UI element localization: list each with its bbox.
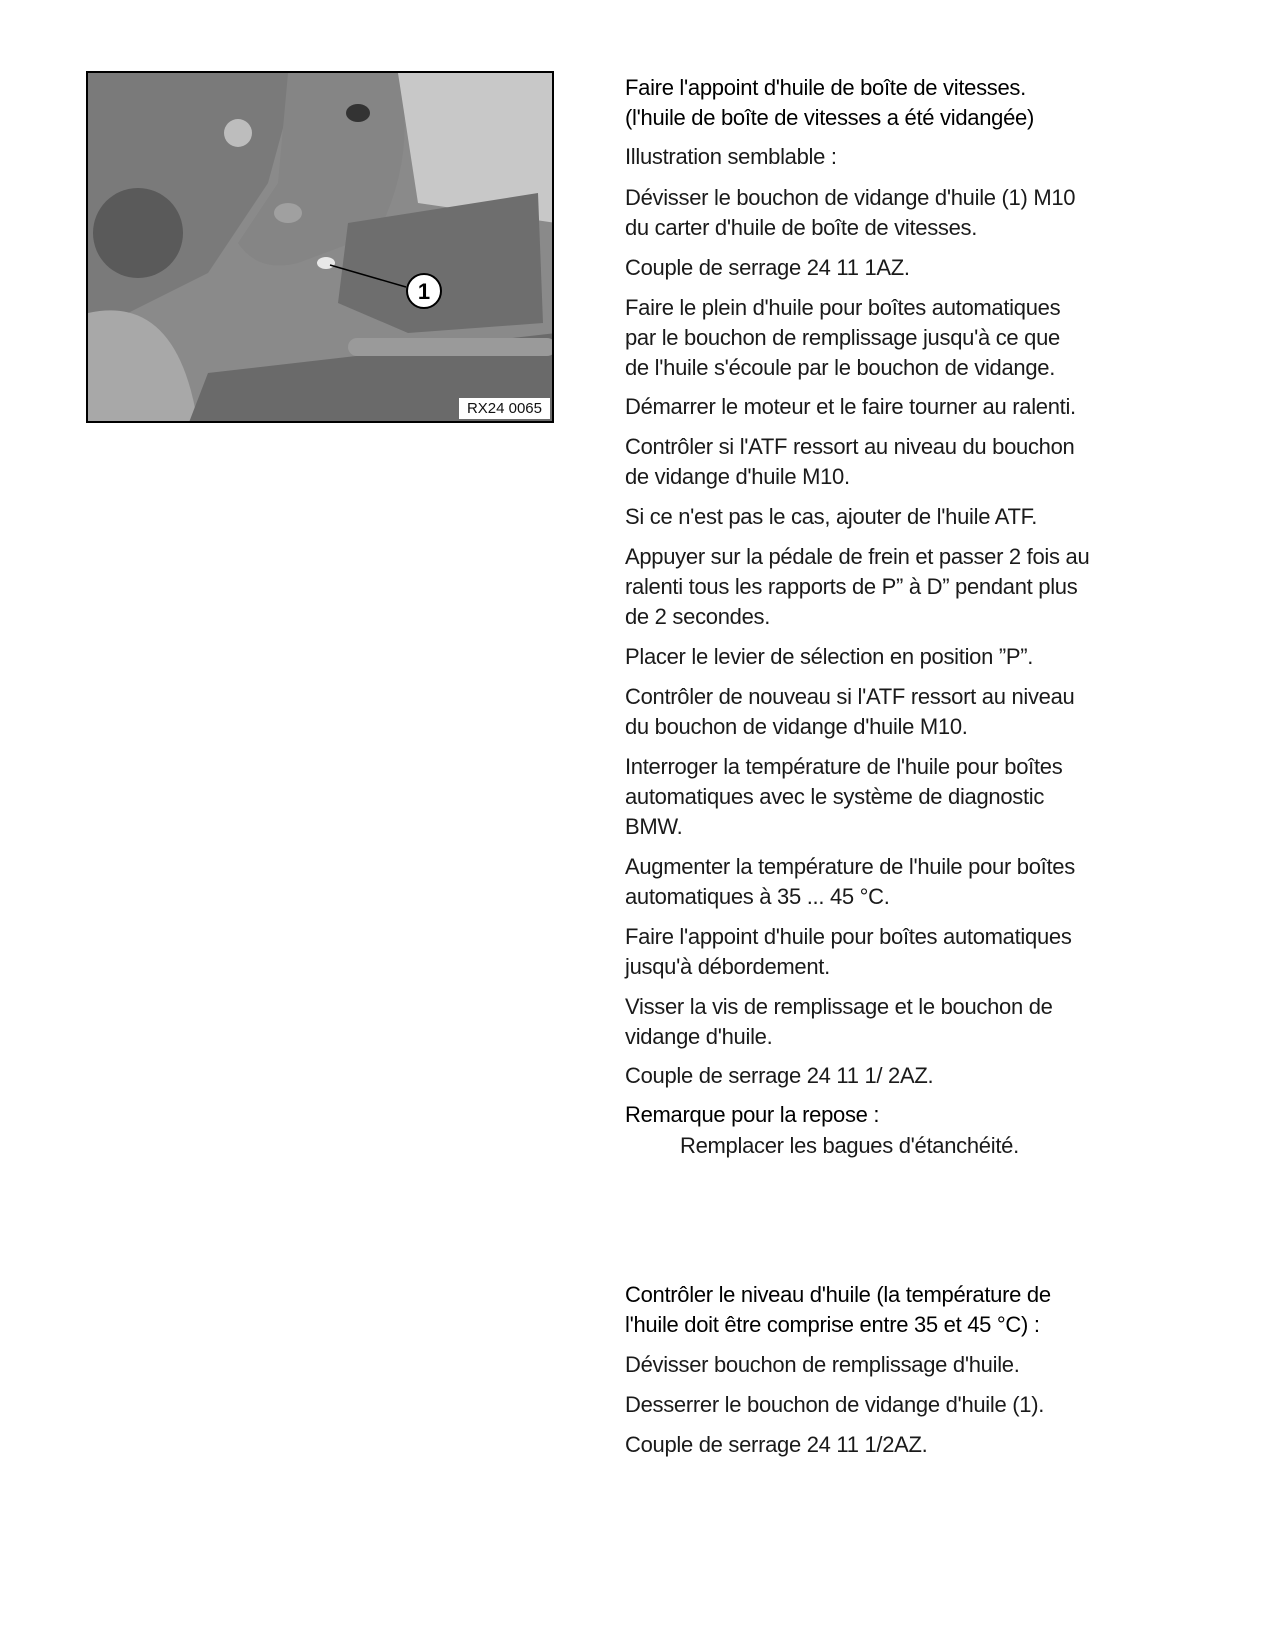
text-line: Faire le plein d'huile pour boîtes automatiques: [625, 295, 1061, 320]
paragraph: [625, 502, 1185, 532]
paragraph: [625, 1390, 1185, 1420]
paragraph: [625, 642, 1185, 672]
text-line: Dévisser le bouchon de vidange d'huile (1) M10: [625, 185, 1076, 210]
text-line: Visser la vis de remplissage et le bouchon de: [625, 994, 1053, 1019]
text-line: Desserrer le bouchon de vidange d'huile (1).: [625, 1392, 1045, 1417]
paragraph: [625, 852, 1185, 912]
illustration-graphic: [88, 73, 554, 423]
text-line: Remplacer les bagues d'étanchéité.: [680, 1133, 1019, 1158]
paragraph: [625, 542, 1185, 632]
paragraph: [625, 922, 1185, 982]
section2-heading: [625, 1280, 1185, 1340]
paragraph: [625, 392, 1185, 422]
text-line: automatiques à 35 ... 45 °C.: [625, 884, 890, 909]
text-line: du carter d'huile de boîte de vitesses.: [625, 215, 978, 240]
text-line: Faire l'appoint d'huile pour boîtes automatiques: [625, 924, 1072, 949]
paragraph: [625, 1350, 1185, 1380]
paragraph: [625, 1430, 1185, 1460]
paragraph: [625, 253, 1185, 283]
text-line: ralenti tous les rapports de P” à D” pendant plus: [625, 574, 1078, 599]
text-line: Si ce n'est pas le cas, ajouter de l'huile ATF.: [625, 504, 1038, 529]
text-line: Placer le levier de sélection en position ”P”.: [625, 644, 1034, 669]
paragraph: [625, 293, 1185, 383]
paragraph: [625, 992, 1185, 1052]
paragraph: [625, 432, 1185, 492]
text-line: automatiques avec le système de diagnostic: [625, 784, 1045, 809]
text-line: de vidange d'huile M10.: [625, 464, 850, 489]
text-line: Dévisser bouchon de remplissage d'huile.: [625, 1352, 1020, 1377]
heading-line: Faire l'appoint d'huile de boîte de vitesses.: [625, 75, 1026, 100]
paragraph: [625, 682, 1185, 742]
note-text: [680, 1131, 1240, 1161]
text-line: Contrôler de nouveau si l'ATF ressort au niveau: [625, 684, 1075, 709]
text-line: Couple de serrage 24 11 1AZ.: [625, 255, 910, 280]
section1-heading: [625, 73, 1185, 133]
text-line: de l'huile s'écoule par le bouchon de vidange.: [625, 355, 1056, 380]
text-line: du bouchon de vidange d'huile M10.: [625, 714, 968, 739]
paragraph: [625, 752, 1185, 842]
text-line: Augmenter la température de l'huile pour boîtes: [625, 854, 1075, 879]
text-line: Couple de serrage 24 11 1/ 2AZ.: [625, 1063, 934, 1088]
paragraph: [625, 183, 1185, 243]
text-line: Contrôler si l'ATF ressort au niveau du bouchon: [625, 434, 1075, 459]
text-line: BMW.: [625, 814, 683, 839]
heading-line: l'huile doit être comprise entre 35 et 45 °C) :: [625, 1312, 1040, 1337]
text-line: Interroger la température de l'huile pour boîtes: [625, 754, 1063, 779]
heading-line: (l'huile de boîte de vitesses a été vidangée): [625, 105, 1034, 130]
text-line: Appuyer sur la pédale de frein et passer 2 fois au: [625, 544, 1090, 569]
figure-reference-label: RX24 0065: [459, 398, 550, 419]
text-line: par le bouchon de remplissage jusqu'à ce que: [625, 325, 1060, 350]
text-line: vidange d'huile.: [625, 1024, 773, 1049]
text-line: Couple de serrage 24 11 1/2AZ.: [625, 1432, 928, 1457]
note-heading: [625, 1100, 1185, 1130]
callout-number: 1: [417, 279, 431, 304]
text-line: Démarrer le moteur et le faire tourner au ralenti.: [625, 394, 1076, 419]
transmission-oil-drain-illustration: [86, 71, 554, 423]
text-line: Remarque pour la repose :: [625, 1102, 880, 1127]
paragraph: [625, 1061, 1185, 1091]
text-line: jusqu'à débordement.: [625, 954, 830, 979]
heading-line: Contrôler le niveau d'huile (la température de: [625, 1282, 1051, 1307]
text-line: Illustration semblable :: [625, 144, 837, 169]
text-line: de 2 secondes.: [625, 604, 771, 629]
paragraph: [625, 142, 1185, 172]
